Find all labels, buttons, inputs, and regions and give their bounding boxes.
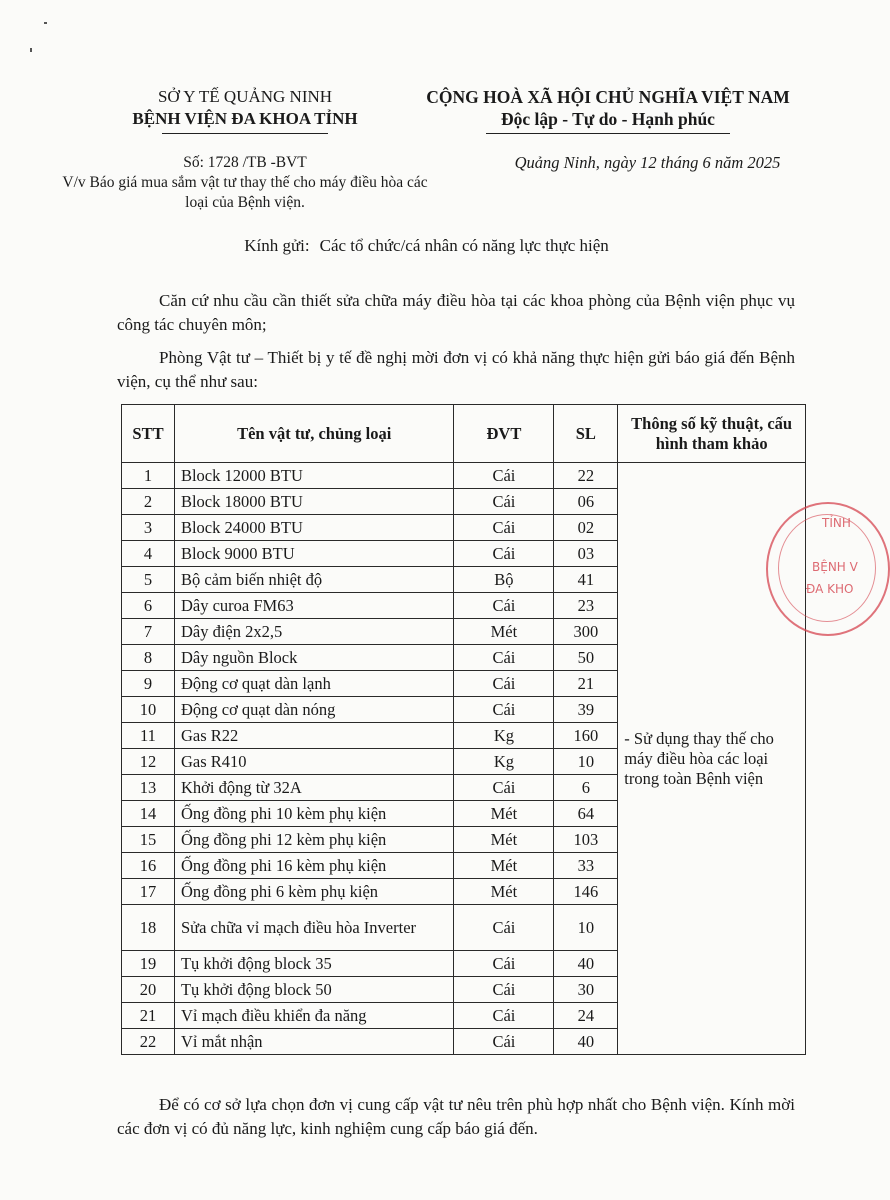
spec-note: - Sử dụng thay thế cho máy điều hòa các loại trong toàn Bệnh viện [618,463,806,1055]
row-unit: Bộ [454,567,554,593]
row-qty: 40 [554,951,618,977]
header-stt: STT [122,405,175,463]
seal-text: BỆNH V [812,560,858,574]
national-header [398,86,818,134]
paragraph-basis: Căn cứ nhu cầu cần thiết sửa chữa máy điều hòa tại các khoa phòng của Bệnh viện phục vụ công tác chuyên môn; [117,291,795,334]
row-stt: 15 [122,827,175,853]
row-qty: 03 [554,541,618,567]
header-qty: SL [554,405,618,463]
official-seal [766,502,890,636]
row-stt: 9 [122,671,175,697]
row-name: Tụ khởi động block 35 [174,951,454,977]
row-stt: 8 [122,645,175,671]
row-stt: 5 [122,567,175,593]
row-name: Dây điện 2x2,5 [174,619,454,645]
row-name: Ống đồng phi 12 kèm phụ kiện [174,827,454,853]
scan-speck [44,22,47,24]
row-stt: 22 [122,1029,175,1055]
header-name: Tên vật tư, chủng loại [174,405,454,463]
row-unit: Mét [454,827,554,853]
recipient-label: Kính gửi: [244,236,310,255]
row-qty: 41 [554,567,618,593]
row-name: Gas R22 [174,723,454,749]
row-qty: 21 [554,671,618,697]
row-unit: Cái [454,593,554,619]
row-stt: 12 [122,749,175,775]
row-stt: 11 [122,723,175,749]
motto-underline [486,133,730,134]
document-reference [60,153,430,213]
issuer-header [100,86,390,134]
row-name: Tụ khởi động block 50 [174,977,454,1003]
row-unit: Cái [454,977,554,1003]
row-qty: 6 [554,775,618,801]
row-name: Khởi động từ 32A [174,775,454,801]
row-unit: Cái [454,463,554,489]
row-unit: Mét [454,853,554,879]
row-unit: Mét [454,879,554,905]
row-qty: 22 [554,463,618,489]
row-qty: 24 [554,1003,618,1029]
header-underline [162,133,328,134]
row-name: Block 9000 BTU [174,541,454,567]
row-unit: Cái [454,775,554,801]
row-unit: Kg [454,749,554,775]
row-stt: 2 [122,489,175,515]
row-name: Động cơ quạt dàn nóng [174,697,454,723]
row-qty: 02 [554,515,618,541]
row-unit: Cái [454,697,554,723]
recipient-line [0,236,853,256]
row-unit: Mét [454,619,554,645]
row-qty: 300 [554,619,618,645]
row-unit: Cái [454,1029,554,1055]
document-number: Số: 1728 /TB -BVT [183,154,307,171]
row-qty: 160 [554,723,618,749]
row-name: Dây curoa FM63 [174,593,454,619]
row-qty: 40 [554,1029,618,1055]
row-qty: 06 [554,489,618,515]
row-unit: Cái [454,951,554,977]
national-motto: Độc lập - Tự do - Hạnh phúc [501,109,715,129]
row-stt: 7 [122,619,175,645]
row-name: Vỉ mắt nhận [174,1029,454,1055]
table-header-row [122,405,806,463]
row-stt: 10 [122,697,175,723]
row-name: Bộ cảm biến nhiệt độ [174,567,454,593]
row-qty: 10 [554,749,618,775]
row-unit: Cái [454,905,554,951]
row-qty: 103 [554,827,618,853]
nation-name: CỘNG HOÀ XÃ HỘI CHỦ NGHĨA VIỆT NAM [426,87,790,107]
row-name: Block 24000 BTU [174,515,454,541]
row-name: Dây nguồn Block [174,645,454,671]
paragraph-closing: Để có cơ sở lựa chọn đơn vị cung cấp vật tư nêu trên phù hợp nhất cho Bệnh viện. Kính mời các đơn vị có đủ năng lực, kinh nghiệm cung cấp báo giá đến. [117,1095,795,1138]
row-name: Ống đồng phi 6 kèm phụ kiện [174,879,454,905]
row-unit: Cái [454,645,554,671]
row-unit: Cái [454,671,554,697]
row-unit: Cái [454,515,554,541]
header-spec: Thông số kỹ thuật, cấu hình tham khảo [618,405,806,463]
row-stt: 20 [122,977,175,1003]
place-and-date: Quảng Ninh, ngày 12 tháng 6 năm 2025 [514,153,781,172]
seal-text: TỈNH [822,516,851,530]
row-stt: 18 [122,905,175,951]
row-qty: 39 [554,697,618,723]
row-qty: 10 [554,905,618,951]
scan-speck [30,48,32,52]
recipient-value: Các tổ chức/cá nhân có năng lực thực hiện [319,236,609,255]
row-unit: Kg [454,723,554,749]
row-name: Ống đồng phi 16 kèm phụ kiện [174,853,454,879]
document-subject: V/v Báo giá mua sắm vật tư thay thế cho máy điều hòa các loại của Bệnh viện. [62,174,428,211]
seal-text: ĐA KHO [806,582,854,596]
row-name: Vỉ mạch điều khiển đa năng [174,1003,454,1029]
row-stt: 1 [122,463,175,489]
row-qty: 30 [554,977,618,1003]
issuing-authority: SỞ Y TẾ QUẢNG NINH [157,87,333,106]
row-stt: 14 [122,801,175,827]
issuing-organization: BỆNH VIỆN ĐA KHOA TỈNH [132,109,358,128]
row-qty: 50 [554,645,618,671]
row-name: Gas R410 [174,749,454,775]
materials-table [121,404,806,1055]
row-qty: 23 [554,593,618,619]
row-stt: 3 [122,515,175,541]
row-name: Động cơ quạt dàn lạnh [174,671,454,697]
row-stt: 6 [122,593,175,619]
row-qty: 64 [554,801,618,827]
table-row [122,463,806,489]
paragraph-request: Phòng Vật tư – Thiết bị y tế đề nghị mời đơn vị có khả năng thực hiện gửi báo giá đến Bệnh viện, cụ thể như sau: [117,348,795,391]
header-unit: ĐVT [454,405,554,463]
row-qty: 33 [554,853,618,879]
row-name: Sửa chữa vỉ mạch điều hòa Inverter [174,905,454,951]
row-name: Block 18000 BTU [174,489,454,515]
row-unit: Cái [454,1003,554,1029]
row-unit: Mét [454,801,554,827]
row-unit: Cái [454,541,554,567]
table-body [122,463,806,1055]
row-name: Ống đồng phi 10 kèm phụ kiện [174,801,454,827]
row-stt: 17 [122,879,175,905]
row-stt: 21 [122,1003,175,1029]
row-stt: 16 [122,853,175,879]
row-stt: 13 [122,775,175,801]
row-name: Block 12000 BTU [174,463,454,489]
row-unit: Cái [454,489,554,515]
row-stt: 4 [122,541,175,567]
row-stt: 19 [122,951,175,977]
row-qty: 146 [554,879,618,905]
